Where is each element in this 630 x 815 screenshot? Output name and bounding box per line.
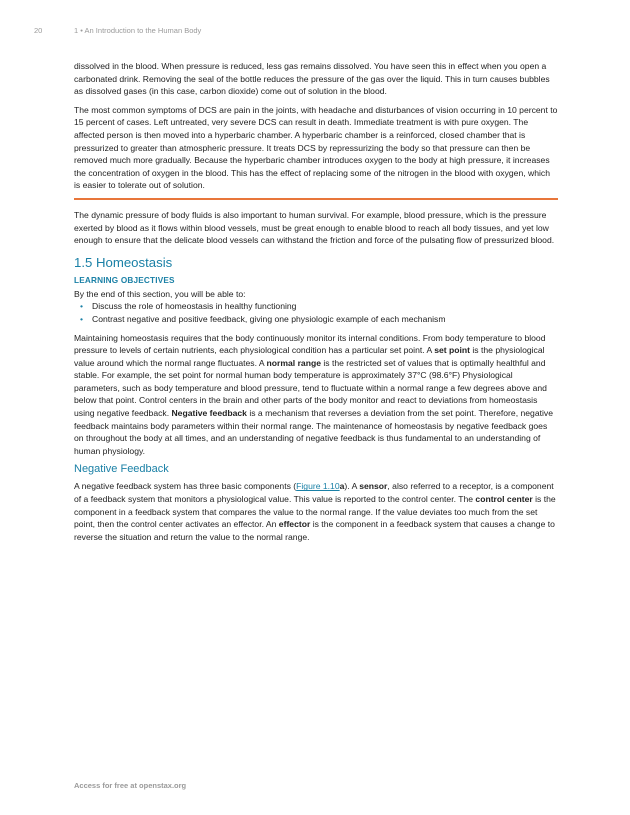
objective-text: Contrast negative and positive feedback, giving one physiologic example of each mechanism xyxy=(92,313,446,324)
paragraph-dynamic-pressure: The dynamic pressure of body fluids is also important to human survival. For example, blood pressure, which is the pressure exerted by blood as it flows within blood vessels, must be great enough to enable blood to reach all body tissues, and yet low enough to ensure that the delicate blood vessels can withstand the friction and force of the pulsating flow of pressurized blood. xyxy=(74,209,555,246)
paragraph-negative-feedback: A negative feedback system has three basic components (Figure 1.10a). A sensor, also referred to a receptor, is a component of a feedback system that monitors a physiological value. This value is reported to the control center. The control center is the component in a feedback system that compares the value to the normal range. If the value deviates too much from the set point, then the control center activates an effector. An effector is the component in a feedback system that causes a change to reverse the situation and return the value to the normal range. xyxy=(74,481,556,542)
bullet-icon: • xyxy=(80,301,84,312)
learning-objectives-list xyxy=(74,300,558,325)
paragraph-dcs-symptoms: The most common symptoms of DCS are pain in the joints, with headache and disturbances of vision occurring in 10 percent to 15 percent of cases. Left untreated, very severe DCS can result in death. Immediate treatment is with pure oxygen. The affected person is then moved into a hyperbaric chamber. A hyperbaric chamber is a reinforced, closed chamber that is pressurized to greater than atmospheric pressure. It treats DCS by repressurizing the body so that pressure can then be removed much more gradually. Because the hyperbaric chamber introduces oxygen to the body at high pressure, it increases the concentration of oxygen in the blood. This has the effect of replacing some of the nitrogen in the blood with oxygen, which is easier to tolerate out of solution. xyxy=(74,104,558,191)
term-effector: effector xyxy=(278,519,311,530)
feature-divider xyxy=(74,198,558,200)
paragraph-dissolved-gas: dissolved in the blood. When pressure is reduced, less gas remains dissolved. You have seen this in effect when you open a carbonated drink. Removing the seal of the bottle reduces the pressure of the gas over the liquid. This in turn causes bubbles as dissolved gases (in this case, carbon dioxide) come out of solution in the blood. xyxy=(74,61,550,97)
learning-objectives-intro: By the end of this section, you will be able to: xyxy=(74,288,246,299)
term-sensor: sensor xyxy=(359,481,388,492)
figure-link[interactable]: Figure 1.10 xyxy=(296,481,340,492)
chapter-title: 1 • An Introduction to the Human Body xyxy=(74,26,202,35)
list-item xyxy=(74,300,558,313)
learning-objectives-title: LEARNING OBJECTIVES xyxy=(74,275,175,285)
page-number: 20 xyxy=(34,26,43,35)
page-header xyxy=(34,26,590,35)
bullet-icon: • xyxy=(80,313,84,324)
objective-text: Discuss the role of homeostasis in healthy functioning xyxy=(92,301,297,312)
term-negative-feedback: Negative feedback xyxy=(171,408,247,419)
page-footer: Access for free at openstax.org xyxy=(74,781,187,790)
list-item xyxy=(74,313,558,326)
term-control-center: control center xyxy=(475,494,533,505)
section-title: 1.5 Homeostasis xyxy=(74,254,173,270)
page-content xyxy=(74,60,558,549)
subsection-title: Negative Feedback xyxy=(74,463,169,476)
term-normal-range: normal range xyxy=(266,357,321,368)
term-set-point: set point xyxy=(434,345,470,356)
paragraph-homeostasis: Maintaining homeostasis requires that the body continuously monitor its internal conditions. From body temperature to blood pressure to levels of certain nutrients, each physiological condition has a particular set point. A set point is the physiological value around which the normal range fluctuates. A normal range is the restricted set of values that is optimally healthful and stable. For example, the set point for normal human body temperature is approximately 37°C (98.6°F) Physiological parameters, such as body temperature and blood pressure, tend to fluctuate within a normal range a few degrees above and below that point. Control centers in the brain and other parts of the body monitor and react to deviations from homeostasis using negative feedback. Negative feedback is a mechanism that reverses a deviation from the set point. Therefore, negative feedback maintains body parameters within their normal range. The maintenance of homeostasis by negative feedback goes on throughout the body at all times, and an understanding of negative feedback is thus fundamental to an understanding of human physiology. xyxy=(74,332,553,456)
